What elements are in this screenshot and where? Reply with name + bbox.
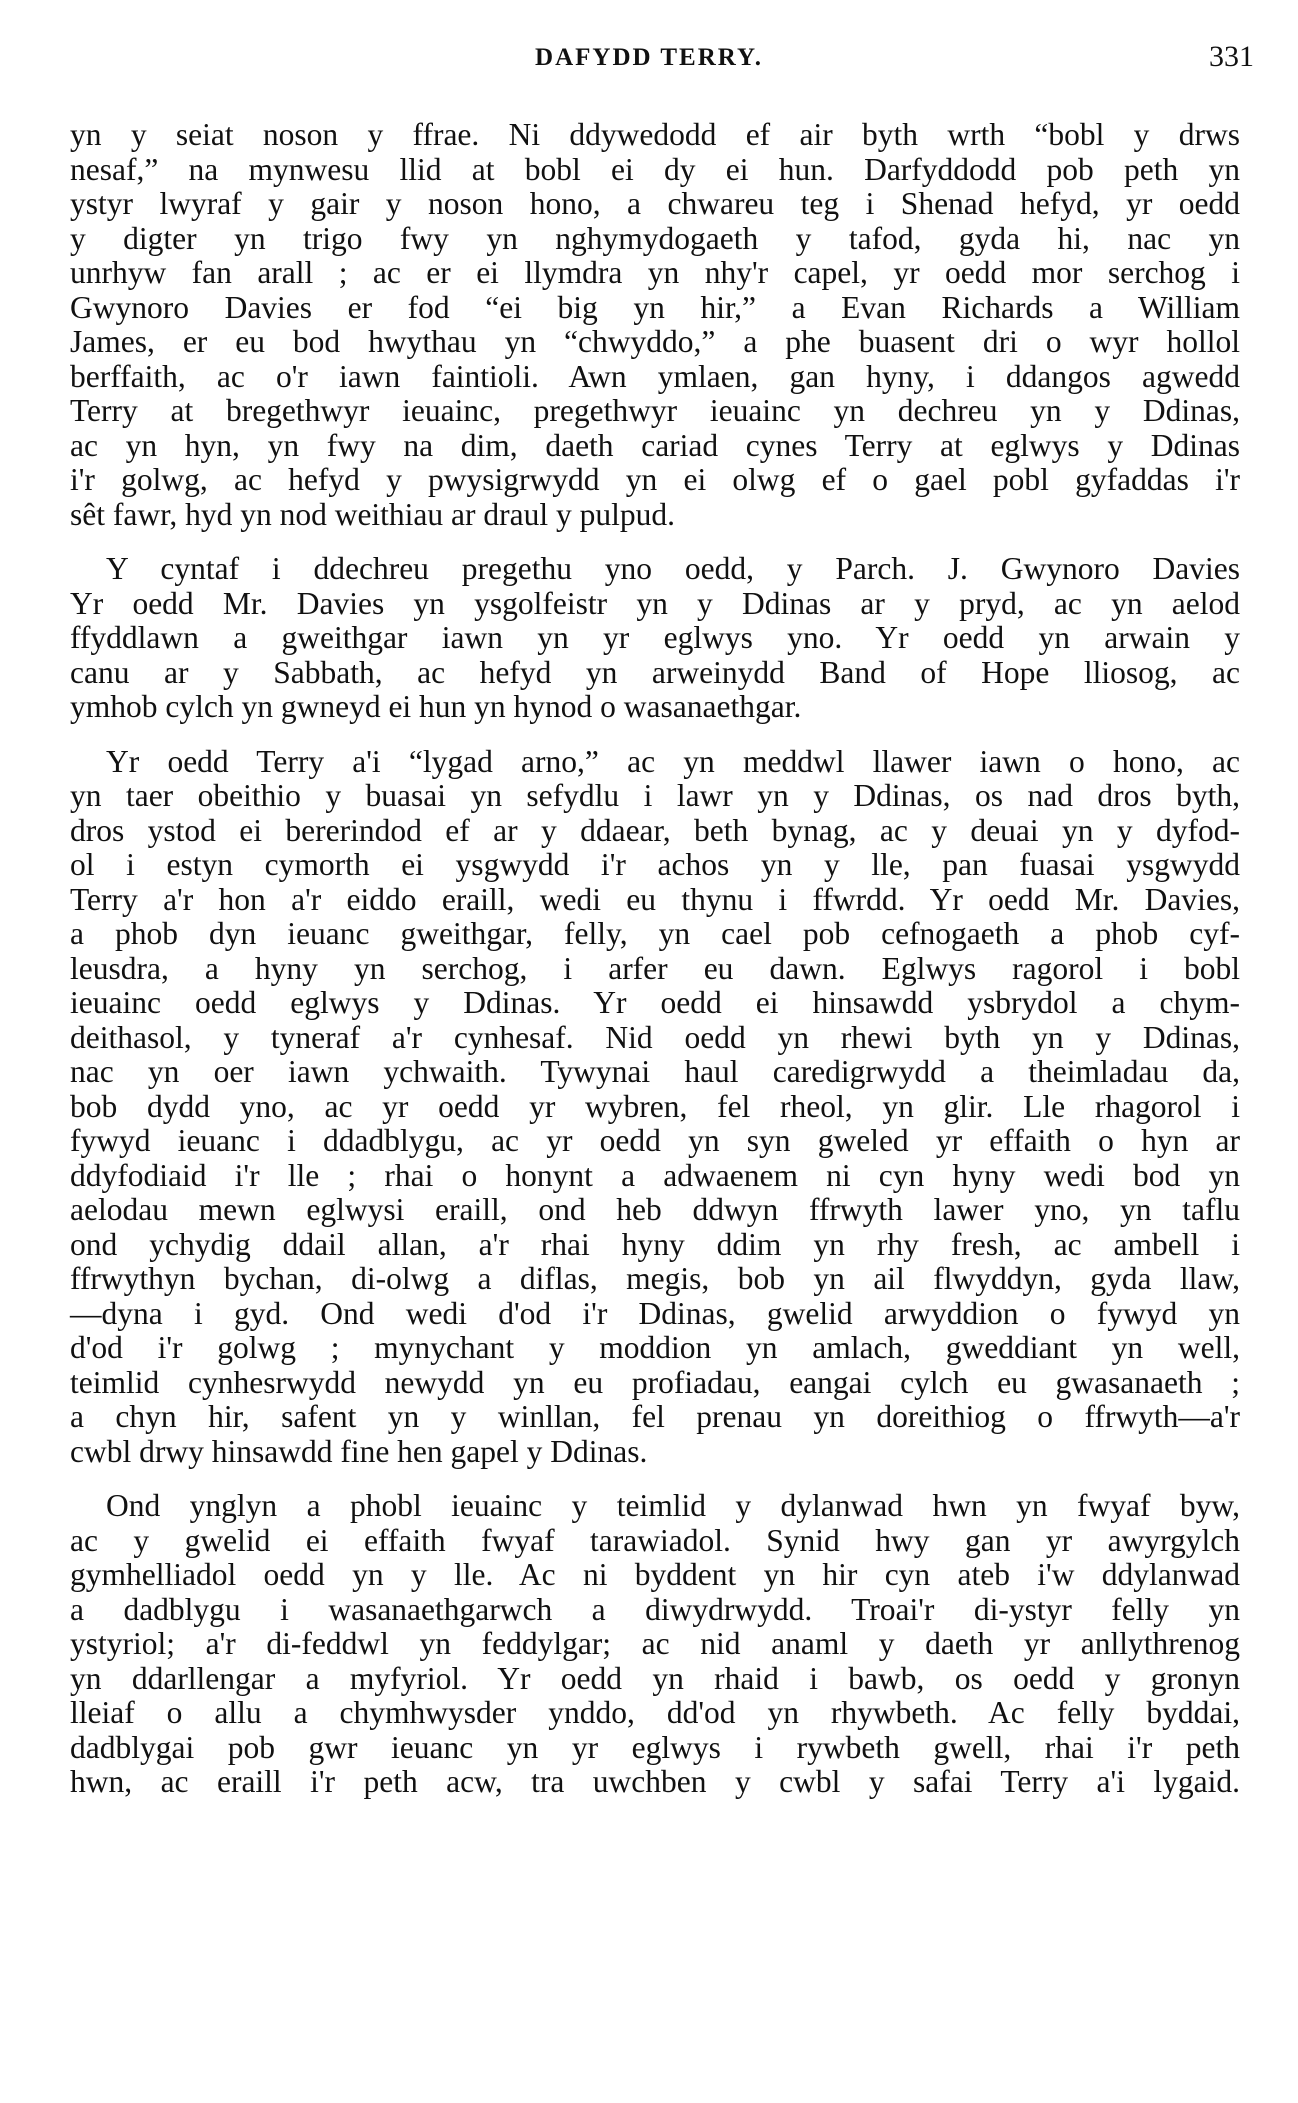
text-line: teimlid cynhesrwydd newydd yn eu profiadau, eangai cylch eu gwasanaeth ; <box>70 1364 1240 1400</box>
text-line: lleiaf o allu a chymhwysder ynddo, dd'od yn rhywbeth. Ac felly byddai, <box>70 1695 1240 1730</box>
text-line: deithasol, y tyneraf a'r cynhesaf. Nid oedd yn rhewi byth yn y Ddinas, <box>70 1019 1240 1055</box>
text-line: leusdra, a hyny yn serchog, i arfer eu dawn. Eglwys ragorol i bobl <box>70 950 1240 986</box>
text-line: y digter yn trigo fwy yn nghymydogaeth y tafod, gyda hi, nac yn <box>70 220 1240 256</box>
text-line: i'r golwg, ac hefyd y pwysigrwydd yn ei olwg ef o gael pobl gyfaddas i'r <box>70 462 1240 497</box>
text-line: James, er eu bod hwythau yn “chwyddo,” a phe buasent dri o wyr hollol <box>70 324 1240 359</box>
text-line: cwbl drwy hinsawdd fine hen gapel y Ddinas. <box>70 1433 648 1469</box>
body-text <box>70 118 1240 1800</box>
text-line: dadblygai pob gwr ieuanc yn yr eglwys i rywbeth gwell, rhai i'r peth <box>70 1729 1240 1765</box>
text-line: ac yn hyn, yn fwy na dim, daeth cariad cynes Terry at eglwys y Ddinas <box>70 427 1240 463</box>
text-line: yn y seiat noson y ffrae. Ni ddywedodd ef air byth wrth “bobl y drws <box>70 117 1240 152</box>
text-line: Gwynoro Davies er fod “ei big yn hir,” a Evan Richards a William <box>70 289 1240 325</box>
text-line: ol i estyn cymorth ei ysgwydd i'r achos yn y lle, pan fuasai ysgwydd <box>70 847 1240 882</box>
text-line: Y cyntaf i ddechreu pregethu yno oedd, y Parch. J. Gwynoro Davies <box>106 551 1240 586</box>
text-line: canu ar y Sabbath, ac hefyd yn arweinydd Band of Hope lliosog, ac <box>70 654 1240 690</box>
text-line: Terry a'r hon a'r eiddo eraill, wedi eu thynu i ffwrdd. Yr oedd Mr. Davies, <box>70 881 1240 917</box>
text-line: a chyn hir, safent yn y winllan, fel prenau yn doreithiog o ffrwyth—a'r <box>70 1399 1240 1434</box>
text-line: —dyna i gyd. Ond wedi d'od i'r Ddinas, gwelid arwyddion o fywyd yn <box>70 1295 1240 1331</box>
text-line: ddyfodiaid i'r lle ; rhai o honynt a adwaenem ni cyn hyny wedi bod yn <box>70 1157 1240 1193</box>
text-line: ffrwythyn bychan, di-olwg a diflas, megis, bob yn ail flwyddyn, gyda llaw, <box>70 1261 1240 1296</box>
text-line: aelodau mewn eglwysi eraill, ond heb ddwyn ffrwyth lawer yno, yn taflu <box>70 1192 1240 1227</box>
text-line: yn ddarllengar a myfyriol. Yr oedd yn rhaid i bawb, os oedd y gronyn <box>70 1660 1240 1696</box>
text-line: gymhelliadol oedd yn y lle. Ac ni byddent yn hir cyn ateb i'w ddylanwad <box>70 1557 1240 1592</box>
paragraph-4 <box>70 1489 1240 1800</box>
text-line: ystyriol; a'r di-feddwl yn feddylgar; ac nid anaml y daeth yr anllythrenog <box>70 1626 1240 1661</box>
text-line: ac y gwelid ei effaith fwyaf tarawiadol. Synid hwy gan yr awyrgylch <box>70 1522 1240 1558</box>
text-line: Yr oedd Terry a'i “lygad arno,” ac yn meddwl llawer iawn o hono, ac <box>106 743 1240 779</box>
paragraph-1 <box>70 118 1240 532</box>
text-line: Ond ynglyn a phobl ieuainc y teimlid y dylanwad hwn yn fwyaf byw, <box>106 1488 1240 1523</box>
running-title: DAFYDD TERRY. <box>535 44 763 71</box>
text-line: nac yn oer iawn ychwaith. Tywynai haul caredigrwydd a theimladau da, <box>70 1054 1240 1089</box>
text-line: ymhob cylch yn gwneyd ei hun yn hynod o wasanaethgar. <box>70 689 802 724</box>
text-line: ieuainc oedd eglwys y Ddinas. Yr oedd ei hinsawdd ysbrydol a chym- <box>70 985 1240 1020</box>
text-line: yn taer obeithio y buasai yn sefydlu i lawr yn y Ddinas, os nad dros byth, <box>70 778 1240 813</box>
text-line: berffaith, ac o'r iawn faintioli. Awn ymlaen, gan hyny, i ddangos agwedd <box>70 358 1240 394</box>
text-line: d'od i'r golwg ; mynychant y moddion yn amlach, gweddiant yn well, <box>70 1330 1240 1365</box>
text-line: dros ystod ei bererindod ef ar y ddaear, beth bynag, ac y deuai yn y dyfod- <box>70 812 1240 848</box>
text-line: ystyr lwyraf y gair y noson hono, a chwareu teg i Shenad hefyd, yr oedd <box>70 186 1240 221</box>
text-line: fywyd ieuanc i ddadblygu, ac yr oedd yn syn gweled yr effaith o hyn ar <box>70 1123 1240 1158</box>
text-line: Yr oedd Mr. Davies yn ysgolfeistr yn y Ddinas ar y pryd, ac yn aelod <box>70 585 1240 621</box>
text-line: hwn, ac eraill i'r peth acw, tra uwchben y cwbl y safai Terry a'i lygaid. <box>70 1764 1240 1799</box>
text-line: nesaf,” na mynwesu llid at bobl ei dy ei hun. Darfyddodd pob peth yn <box>70 151 1240 187</box>
text-line: bob dydd yno, ac yr oedd yr wybren, fel rheol, yn glir. Lle rhagorol i <box>70 1088 1240 1124</box>
text-line: a phob dyn ieuanc gweithgar, felly, yn cael pob cefnogaeth a phob cyf- <box>70 916 1240 951</box>
paragraph-2 <box>70 552 1240 725</box>
text-line: sêt fawr, hyd yn nod weithiau ar draul y pulpud. <box>70 496 675 532</box>
paragraph-3 <box>70 745 1240 1470</box>
text-line: a dadblygu i wasanaethgarwch a diwydrwydd. Troai'r di-ystyr felly yn <box>70 1591 1240 1627</box>
text-line: ffyddlawn a gweithgar iawn yn yr eglwys yno. Yr oedd yn arwain y <box>70 620 1240 655</box>
text-line: Terry at bregethwyr ieuainc, pregethwyr ieuainc yn dechreu yn y Ddinas, <box>70 393 1240 428</box>
text-line: ond ychydig ddail allan, a'r rhai hyny ddim yn rhy fresh, ac ambell i <box>70 1226 1240 1262</box>
text-line: unrhyw fan arall ; ac er ei llymdra yn nhy'r capel, yr oedd mor serchog i <box>70 255 1240 290</box>
page-number: 331 <box>1209 40 1254 73</box>
